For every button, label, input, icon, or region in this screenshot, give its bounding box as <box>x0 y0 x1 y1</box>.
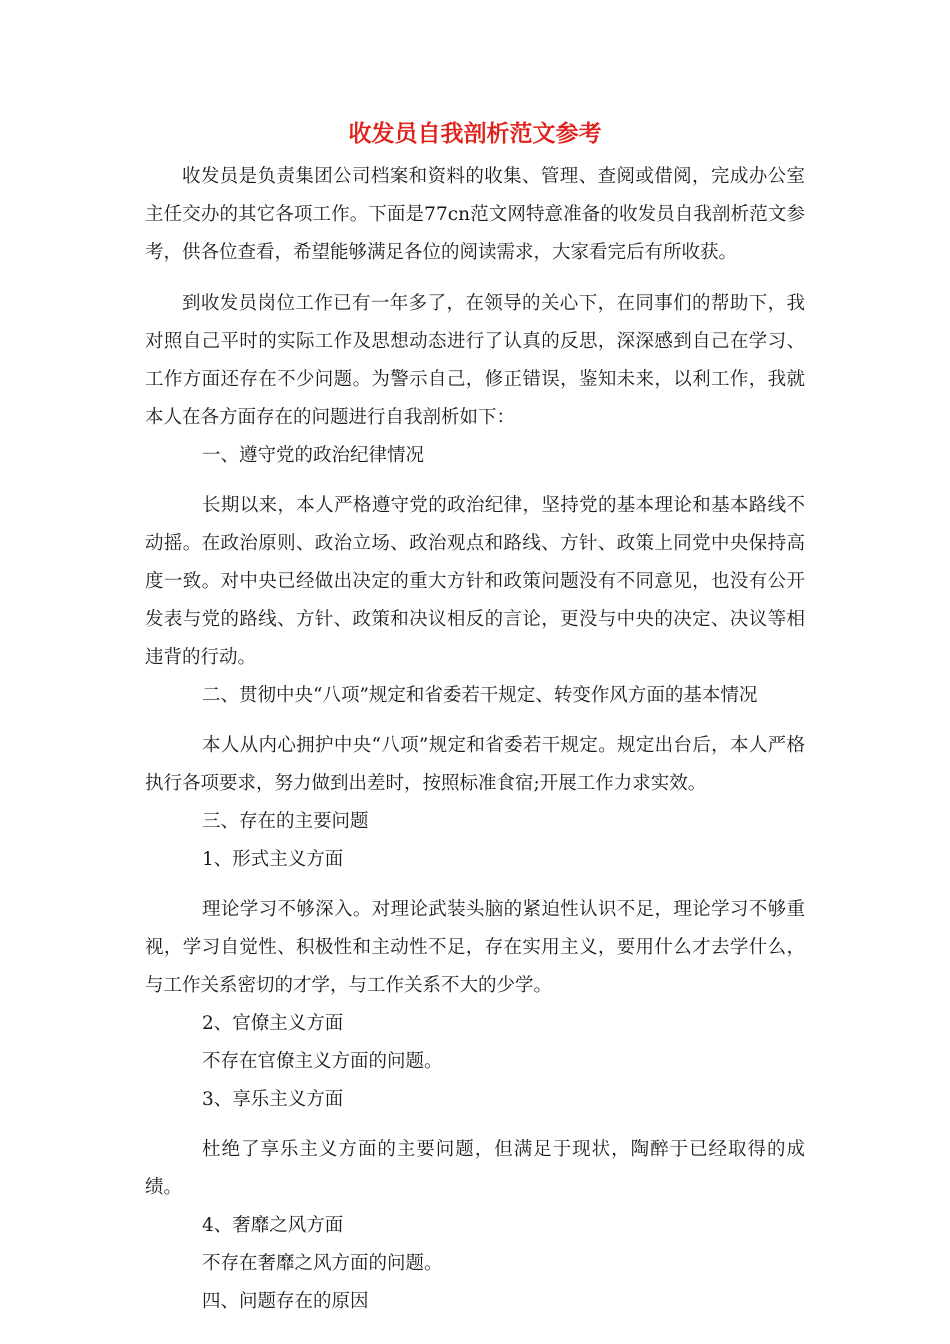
item-heading-3: 3、享乐主义方面 <box>202 1089 344 1110</box>
section-heading-2: 二、贯彻中央“八项”规定和省委若干规定、转变作风方面的基本情况 <box>202 685 758 706</box>
section-heading-4: 四、问题存在的原因 <box>202 1291 369 1312</box>
section-body-2: 本人从内心拥护中央“八项”规定和省委若干规定。规定出台后，本人严格执行各项要求，努力做到出差时，按照标准食宿;开展工作力求实效。 <box>145 735 805 794</box>
item-heading-1: 1、形式主义方面 <box>202 849 344 870</box>
intro-paragraph: 收发员是负责集团公司档案和资料的收集、管理、查阅或借阅，完成办公室主任交办的其它各项工作。下面是77cn范文网特意准备的收发员自我剖析范文参考，供各位查看，希望能够满足各位的阅读需求，大家看完后有所收获。 <box>145 166 805 263</box>
section-heading-3: 三、存在的主要问题 <box>202 811 369 832</box>
item-body-1: 理论学习不够深入。对理论武装头脑的紧迫性认识不足，理论学习不够重视，学习自觉性、积极性和主动性不足，存在实用主义，要用什么才去学什么，与工作关系密切的才学，与工作关系不大的少学。 <box>145 899 805 996</box>
section-body-1: 长期以来，本人严格遵守党的政治纪律，坚持党的基本理论和基本路线不动摇。在政治原则、政治立场、政治观点和路线、方针、政策上同党中央保持高度一致。对中央已经做出决定的重大方针和政策问题没有不同意见，也没有公开发表与党的路线、方针、政策和决议相反的言论，更没与中央的决定、决议等相违背的行动。 <box>145 495 805 668</box>
item-body-4: 不存在奢靡之风方面的问题。 <box>202 1253 443 1274</box>
item-heading-2: 2、官僚主义方面 <box>202 1013 344 1034</box>
item-body-2: 不存在官僚主义方面的问题。 <box>202 1051 443 1072</box>
section-heading-1: 一、遵守党的政治纪律情况 <box>202 445 425 466</box>
item-body-3: 杜绝了享乐主义方面的主要问题，但满足于现状，陶醉于已经取得的成绩。 <box>145 1139 805 1198</box>
document-title: 收发员自我剖析范文参考 <box>348 121 602 147</box>
item-heading-4: 4、奢靡之风方面 <box>202 1215 344 1236</box>
opening-paragraph: 到收发员岗位工作已有一年多了，在领导的关心下，在同事们的帮助下，我对照自己平时的实际工作及思想动态进行了认真的反思，深深感到自己在学习、工作方面还存在不少问题。为警示自己，修正错误，鉴知未来，以利工作，我就本人在各方面存在的问题进行自我剖析如下： <box>145 293 805 428</box>
document-page <box>145 110 805 1321</box>
